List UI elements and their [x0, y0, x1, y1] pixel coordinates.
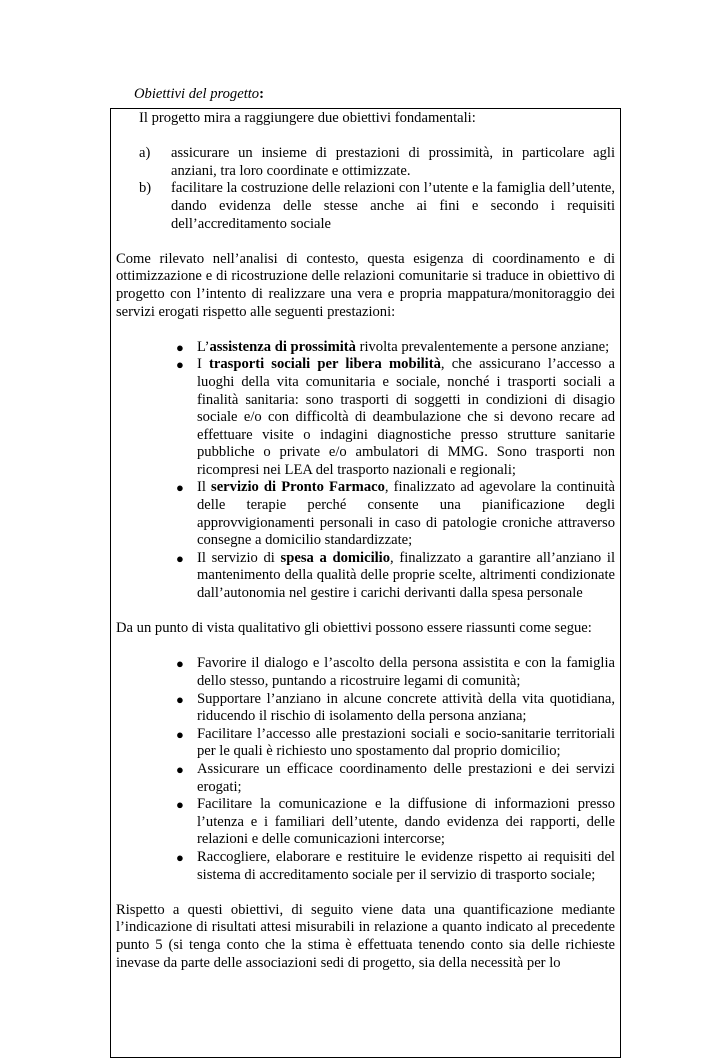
- bullet-icon: ●: [176, 550, 184, 566]
- bullet-icon: ●: [176, 339, 184, 355]
- service-text-post: , che assicurano l’accesso a luoghi della vita comunitaria e sociale, nonché i trasporti sociali a finalità sanitaria: sono trasporti di soggetti in condizioni di disagio sociale e/o con difficoltà di deambulazione che si devono recare ad effettuare visite o indagini diagnostiche presso strutture sanitarie pubbliche o private e/o ambulatori di MMG. Sono trasporti non ricompresi nei LEA del trasporto nazionali e regionali;: [197, 356, 615, 478]
- content-box: [110, 108, 621, 1058]
- list-item: [116, 655, 615, 690]
- list-item-text: Facilitare l’accesso alle prestazioni sociali e socio-sanitarie territoriali per le quali è richiesto uno spostamento dal proprio domicilio;: [197, 725, 615, 760]
- section-heading-text: Obiettivi del progetto: [134, 86, 260, 102]
- list-item: [116, 356, 615, 479]
- final-paragraph: Rispetto a questi obiettivi, di seguito viene data una quantificazione mediante l’indicazione di risultati attesi misurabili in relazione a quanto indicato al precedente punto 5 (si tenga conto che la stima è effettuata tenendo conto sia delle richieste inevase da parte delle associazioni sedi di progetto, sia della necessità per lo: [116, 901, 615, 971]
- list-item-text: Supportare l’anziano in alcune concrete attività della vita quotidiana, riducendo il rischio di isolamento della persona anziana;: [197, 690, 615, 725]
- list-item-text: facilitare la costruzione delle relazioni con l’utente e la famiglia dell’utente, dando evidenza delle stesse anche ai fini e secondo i requisiti dell’accreditamento sociale: [171, 180, 615, 232]
- list-item: [116, 796, 615, 849]
- list-item-text: Raccogliere, elaborare e restituire le evidenze rispetto ai requisiti del sistema di accreditamento sociale per il servizio di trasporto sociale;: [197, 848, 615, 883]
- service-text-pre: Il servizio di: [197, 549, 281, 566]
- list-item: [116, 180, 615, 233]
- service-name: spesa a domicilio: [280, 549, 391, 566]
- intro-paragraph: Il progetto mira a raggiungere due obiettivi fondamentali:: [139, 110, 476, 126]
- list-item: [116, 145, 615, 180]
- list-item: [116, 761, 615, 796]
- list-item: [116, 479, 615, 549]
- services-list: [116, 339, 615, 603]
- list-item: [116, 339, 615, 357]
- quality-paragraph: Da un punto di vista qualitativo gli obiettivi possono essere riassunti come segue:: [116, 620, 592, 637]
- bullet-icon: ●: [176, 849, 184, 865]
- section-heading: [134, 86, 264, 104]
- service-name: servizio di Pronto Farmaco: [211, 479, 385, 496]
- service-text-pre: L’: [197, 338, 210, 355]
- section-heading-colon: :: [259, 86, 264, 102]
- service-text-post: rivolta prevalentemente a persone anziane;: [355, 338, 610, 355]
- list-item: [116, 691, 615, 726]
- service-text-pre: Il: [197, 479, 212, 496]
- bullet-icon: ●: [176, 761, 184, 777]
- list-item: [116, 849, 615, 884]
- goals-list: [116, 655, 615, 884]
- service-name: trasporti sociali per libera mobilità: [209, 356, 441, 373]
- bullet-icon: ●: [176, 691, 184, 707]
- list-item-text: Facilitare la comunicazione e la diffusione di informazioni presso l’utenza e i familiari dell’utente, dando evidenza dei rapporti, delle relazioni e delle comunicazioni intercorse;: [197, 796, 615, 848]
- list-item-text: assicurare un insieme di prestazioni di prossimità, in particolare agli anziani, tra loro coordinate e ottimizzate.: [171, 145, 615, 179]
- bullet-icon: ●: [176, 480, 184, 496]
- service-name: assistenza di prossimità: [209, 338, 356, 355]
- service-text-pre: I: [197, 356, 210, 373]
- service-text-post: , finalizzato ad agevolare la continuità delle terapie perché consente una pianificazione degli approvvigionamenti personali in caso di patologie croniche attraverso consegne a domicilio standardizzate;: [197, 479, 615, 549]
- bullet-icon: ●: [176, 797, 184, 813]
- list-item: [116, 726, 615, 761]
- bullet-icon: ●: [176, 656, 184, 672]
- bullet-icon: ●: [176, 357, 184, 373]
- objectives-list: [116, 145, 615, 233]
- context-paragraph: Come rilevato nell’analisi di contesto, questa esigenza di coordinamento e di ottimizzazione e di ricostruzione delle relazioni comunitarie si traduce in obiettivo di progetto con l’intento di realizzare una vera e propria mappatura/monitoraggio dei servizi erogati rispetto alle seguenti prestazioni:: [116, 250, 615, 320]
- list-marker: a): [139, 145, 151, 162]
- list-item-text: Assicurare un efficace coordinamento delle prestazioni e dei servizi erogati;: [197, 760, 615, 795]
- service-text-post: , finalizzato a garantire all’anziano il mantenimento della qualità delle proprie scelte, altrimenti condizionate dall’autonomia nel gestire i carichi derivanti dalla spesa personale: [197, 549, 615, 602]
- list-marker: b): [139, 180, 152, 197]
- bullet-icon: ●: [176, 726, 184, 742]
- list-item: [116, 550, 615, 603]
- list-item-text: Favorire il dialogo e l’ascolto della persona assistita e con la famiglia dello stesso, puntando a ricostruire legami di comunità;: [197, 655, 615, 689]
